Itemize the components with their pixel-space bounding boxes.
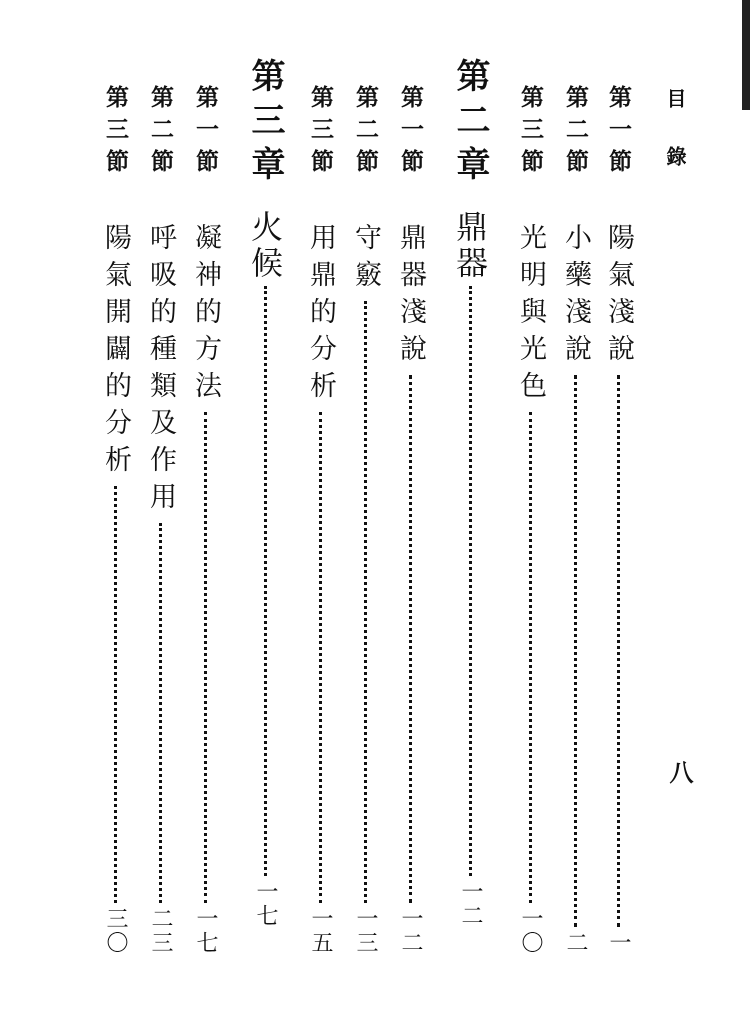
entry-title: 小藥淺說 bbox=[560, 223, 591, 371]
page-number: 八 bbox=[665, 760, 694, 784]
toc-entry bbox=[345, 85, 385, 955]
entry-title: 用鼎的分析 bbox=[305, 223, 336, 408]
toc-entry bbox=[300, 85, 340, 955]
dot-leader bbox=[114, 486, 117, 903]
entry-title: 鼎器 bbox=[451, 210, 489, 282]
dot-leader bbox=[574, 375, 577, 927]
entry-page-number: 二 bbox=[563, 931, 588, 955]
entry-title: 陽氣開闢的分析 bbox=[100, 223, 131, 482]
toc-entry bbox=[390, 85, 430, 955]
toc-entry bbox=[555, 85, 595, 955]
toc-entry bbox=[510, 85, 550, 955]
dot-leader bbox=[159, 523, 162, 903]
entry-page-number: 一七 bbox=[253, 880, 278, 928]
scan-edge bbox=[742, 0, 750, 110]
entry-label: 第一節 bbox=[605, 85, 632, 181]
toc-chapter bbox=[245, 58, 285, 928]
entry-label: 第三節 bbox=[307, 85, 334, 181]
entry-page-number: 三〇 bbox=[103, 907, 128, 955]
entry-title: 鼎器淺說 bbox=[395, 223, 426, 371]
toc-entry bbox=[95, 85, 135, 955]
dot-leader bbox=[204, 412, 207, 903]
entry-page-number: 一三 bbox=[353, 907, 378, 955]
entry-label: 第一節 bbox=[397, 85, 424, 181]
page-title: 目錄 bbox=[663, 88, 687, 204]
entry-page-number: 一七 bbox=[193, 907, 218, 955]
entry-page-number: 一二 bbox=[458, 880, 483, 928]
toc-chapter bbox=[450, 58, 490, 928]
entry-label: 第二節 bbox=[147, 85, 174, 181]
toc-entry bbox=[140, 85, 180, 955]
entry-label: 第二節 bbox=[562, 85, 589, 181]
entry-title: 守竅 bbox=[350, 223, 381, 297]
entry-title: 光明與光色 bbox=[515, 223, 546, 408]
entry-title: 凝神的方法 bbox=[190, 223, 221, 408]
entry-label: 第一節 bbox=[192, 85, 219, 181]
entry-title: 火候 bbox=[246, 210, 284, 282]
toc-entry bbox=[598, 85, 638, 955]
dot-leader bbox=[264, 286, 267, 876]
entry-label: 第二節 bbox=[352, 85, 379, 181]
toc-entry bbox=[185, 85, 225, 955]
entry-label: 第二章 bbox=[450, 58, 490, 190]
entry-page-number: 一〇 bbox=[518, 907, 543, 955]
entry-label: 第三節 bbox=[102, 85, 129, 181]
entry-page-number: 一 bbox=[606, 931, 631, 955]
entry-page-number: 二三 bbox=[148, 907, 173, 955]
dot-leader bbox=[409, 375, 412, 903]
entry-title: 陽氣淺說 bbox=[603, 223, 634, 371]
entry-page-number: 一二 bbox=[398, 907, 423, 955]
entry-label: 第三章 bbox=[245, 58, 285, 190]
dot-leader bbox=[364, 301, 367, 903]
dot-leader bbox=[469, 286, 472, 876]
entry-title: 呼吸的種類及作用 bbox=[145, 223, 176, 519]
dot-leader bbox=[319, 412, 322, 903]
entry-label: 第三節 bbox=[517, 85, 544, 181]
dot-leader bbox=[617, 375, 620, 927]
dot-leader bbox=[529, 412, 532, 903]
entry-page-number: 一五 bbox=[308, 907, 333, 955]
